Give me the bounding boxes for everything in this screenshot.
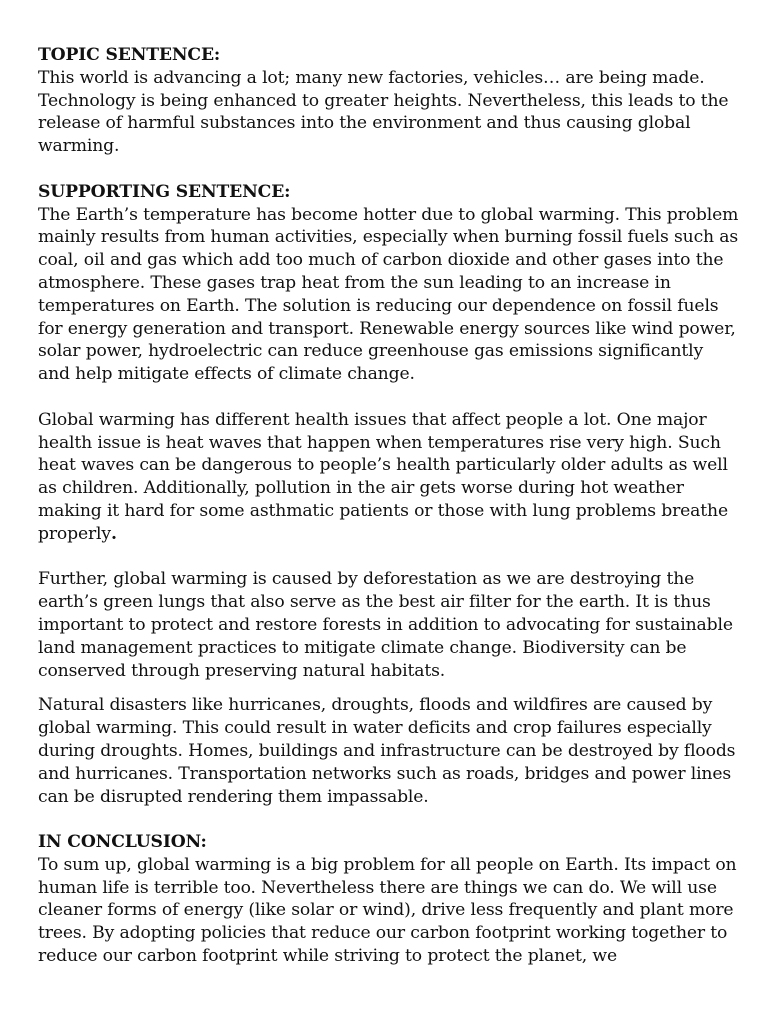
supporting-paragraph-3: Further, global warming is caused by deforestation as we are destroying the earth’s green lungs that also serve as the best air filter for the earth. It is thus important to protect and restore forests in addition to advocating for sustainable land management practices to mitigate climate change. Biodiversity can be conserved through preserving natural habitats. xyxy=(38,569,733,681)
supporting-paragraph-2 xyxy=(38,409,740,546)
topic-heading: TOPIC SENTENCE: xyxy=(38,45,221,65)
supporting-section xyxy=(38,181,740,809)
topic-paragraph: This world is advancing a lot; many new factories, vehicles… are being made. Technology is being enhanced to greater heights. Nevertheless, this leads to the release of harmful substances into the environment and thus causing global warming. xyxy=(38,67,729,157)
supporting-heading: SUPPORTING SENTENCE: xyxy=(38,181,291,202)
supporting-paragraph-4: Natural disasters like hurricanes, droughts, floods and wildfires are caused by global warming. This could result in water deficits and crop failures especially during droughts. Homes, buildings and infrastructure can be destroyed by floods and hurricanes. Transportation networks such as roads, bridges and power lines can be disrupted rendering them impassable. xyxy=(38,695,736,807)
conclusion-section xyxy=(38,831,740,968)
document-page xyxy=(38,44,740,968)
topic-section xyxy=(38,44,740,158)
conclusion-paragraph: To sum up, global warming is a big problem for all people on Earth. Its impact on human life is terrible too. Nevertheless there are things we can do. We will use cleaner forms of energy (like solar or wind), drive less frequently and plant more trees. By adopting policies that reduce our carbon footprint working together to reduce our carbon footprint while striving to protect the planet, we xyxy=(38,854,737,967)
supporting-paragraph-1: The Earth’s temperature has become hotter due to global warming. This problem mainly results from human activities, especially when burning fossil fuels such as coal, oil and gas which add too much of carbon dioxide and other gases into the atmosphere. These gases trap heat from the sun leading to an increase in temperatures on Earth. The solution is reducing our dependence on fossil fuels for energy generation and transport. Renewable energy sources like wind power, solar power, hydroelectric can reduce greenhouse gas emissions significantly and help mitigate effects of climate change. xyxy=(38,204,739,385)
supporting-paragraph-2-text: Global warming has different health issues that affect people a lot. One major health issue is heat waves that happen when temperatures rise very high. Such heat waves can be dangerous to people’s health particularly older adults as well as children. Additionally, pollution in the air gets worse during hot weather making it hard for some asthmatic patients or those with lung problems breathe properly xyxy=(38,409,728,544)
supporting-paragraph-2-end: . xyxy=(110,523,117,544)
conclusion-heading: IN CONCLUSION: xyxy=(38,832,207,853)
